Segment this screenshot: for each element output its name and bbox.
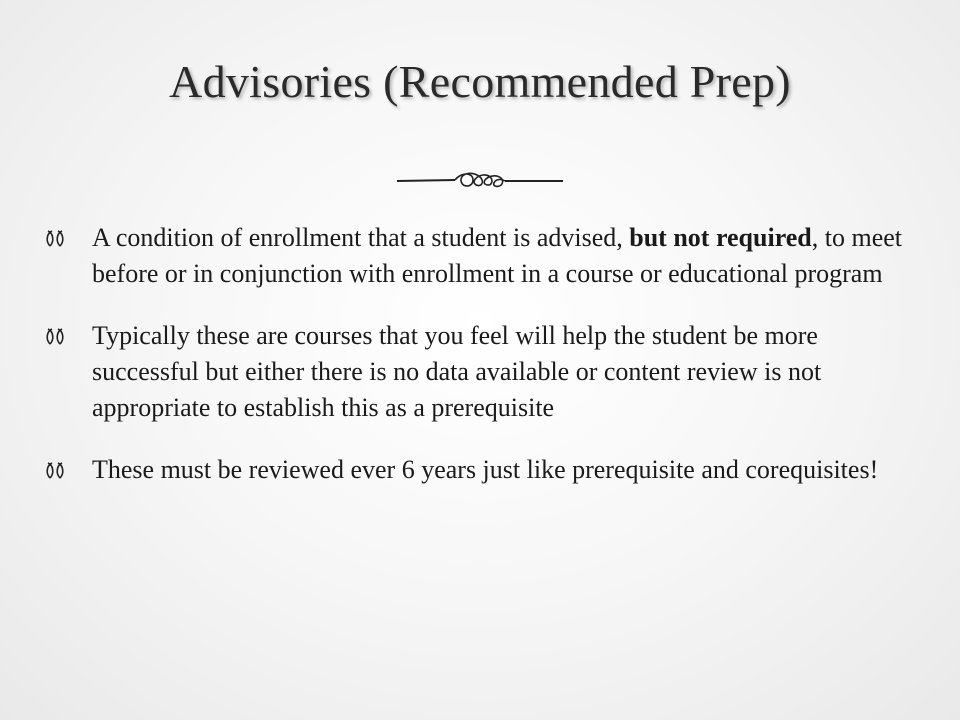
bullet-text: Typically these are courses that you feel will help the student be more successful but either there is no data available or content review is not appropriate to establish this as a prerequisite bbox=[92, 321, 822, 422]
bullet-text: These must be reviewed ever 6 years just like prerequisite and corequisites! bbox=[92, 455, 879, 484]
bullet-text-after: , to meet before or in conjunction with enrollment in a course or educational program bbox=[92, 223, 903, 288]
bullet-text-before: A condition of enrollment that a student is advised, bbox=[92, 223, 630, 252]
bullet-item bbox=[44, 220, 924, 292]
bullet-item bbox=[44, 318, 924, 426]
double-quote-bullet-icon bbox=[44, 460, 72, 480]
double-quote-bullet-icon bbox=[44, 326, 72, 346]
flourish-divider-icon bbox=[395, 166, 565, 196]
bullet-item bbox=[44, 452, 924, 488]
bullet-list bbox=[44, 220, 924, 514]
double-quote-bullet-icon bbox=[44, 228, 72, 248]
slide-title: Advisories (Recommended Prep) bbox=[169, 56, 791, 107]
bullet-bold-text: but not required bbox=[629, 223, 812, 252]
